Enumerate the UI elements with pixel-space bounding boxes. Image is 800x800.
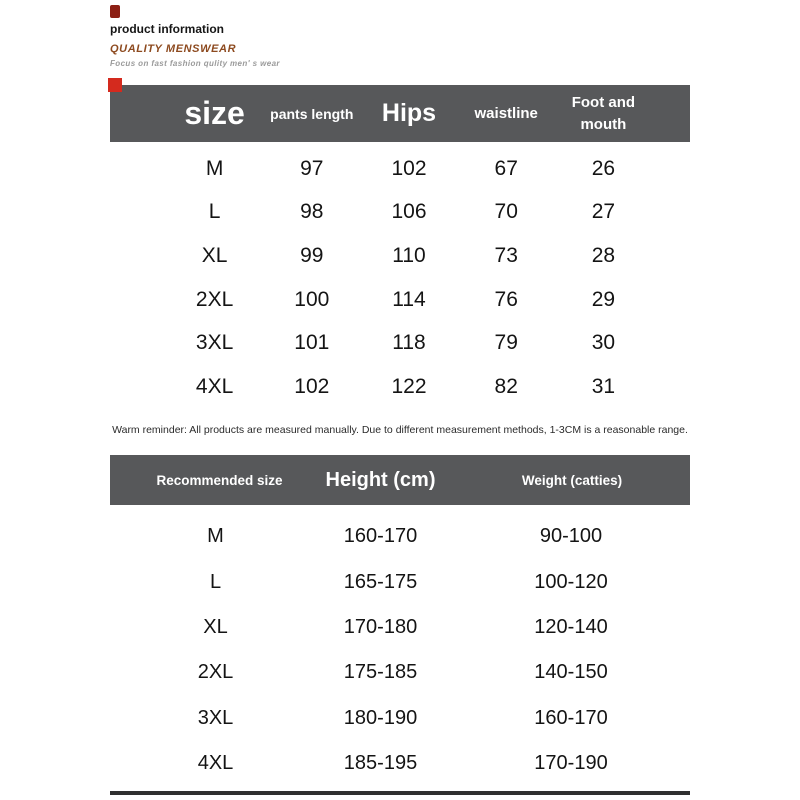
value-cell: 180-190	[343, 706, 418, 729]
table-row	[110, 605, 690, 650]
brand-name: QUALITY MENSWEAR	[110, 43, 237, 55]
value-cell: 31	[591, 374, 616, 398]
table-row	[110, 191, 690, 235]
value-cell: 170-190	[534, 752, 608, 775]
value-cell: 27	[591, 200, 616, 224]
size-measurement-table	[110, 85, 690, 409]
value-cell: 122	[391, 374, 427, 398]
value-cell: 170-180	[343, 615, 418, 638]
size-label-cell: 3XL	[197, 706, 234, 729]
value-cell: 114	[392, 287, 426, 311]
table-row	[110, 650, 690, 695]
bottom-divider	[110, 791, 690, 795]
value-cell: 110	[392, 243, 426, 267]
table-row	[110, 147, 690, 191]
recommended-size-column-header: Recommended size	[156, 472, 283, 488]
red-accent-icon	[108, 78, 122, 92]
size-label-cell: M	[205, 156, 224, 180]
value-cell: 67	[494, 156, 518, 180]
value-cell: 100	[294, 287, 330, 311]
value-cell: 185-195	[343, 752, 418, 775]
size-label-cell: 2XL	[195, 287, 234, 311]
table-row	[110, 365, 690, 409]
value-cell: 100-120	[534, 570, 608, 593]
value-cell: 98	[300, 200, 324, 224]
size-table-header	[110, 85, 690, 142]
size-label-cell: XL	[201, 243, 228, 267]
value-cell: 106	[391, 200, 427, 224]
fit-table-header	[110, 455, 690, 505]
value-cell: 76	[494, 287, 518, 311]
waistline-column-header: waistline	[474, 105, 538, 122]
value-cell: 26	[591, 156, 616, 180]
hips-column-header: Hips	[381, 99, 437, 127]
brand-tagline: Focus on fast fashion qulity men' s wear	[110, 59, 280, 68]
value-cell: 90-100	[539, 525, 603, 548]
value-cell: 28	[591, 243, 616, 267]
recommended-size-table	[110, 455, 690, 786]
size-label-cell: XL	[203, 615, 228, 638]
table-row	[110, 278, 690, 322]
value-cell: 30	[591, 331, 616, 355]
value-cell: 79	[494, 331, 518, 355]
table-row	[110, 234, 690, 278]
value-cell: 120-140	[534, 615, 608, 638]
page-title: product information	[110, 22, 224, 36]
value-cell: 102	[294, 374, 330, 398]
size-label-cell: M	[207, 525, 224, 548]
warm-reminder-text: Warm reminder: All products are measured manually. Due to different measurement methods, 1-3CM is a reasonable range.	[112, 424, 688, 436]
size-label-cell: 4XL	[195, 374, 234, 398]
value-cell: 118	[392, 331, 426, 355]
value-cell: 160-170	[343, 525, 418, 548]
height-column-header: Height (cm)	[325, 468, 436, 491]
value-cell: 165-175	[343, 570, 418, 593]
value-cell: 160-170	[534, 706, 608, 729]
page-header	[110, 5, 280, 68]
value-cell: 29	[591, 287, 616, 311]
value-cell: 101	[294, 331, 330, 355]
table-row	[110, 559, 690, 604]
table-row	[110, 696, 690, 741]
value-cell: 175-185	[343, 661, 418, 684]
foot-and-mouth-column-header: Foot and mouth	[571, 93, 636, 133]
pants-length-column-header: pants length	[270, 105, 354, 122]
value-cell: 102	[391, 156, 427, 180]
brand-mark-icon	[110, 5, 120, 18]
value-cell: 99	[300, 243, 324, 267]
value-cell: 97	[300, 156, 324, 180]
weight-column-header: Weight (catties)	[521, 472, 623, 488]
value-cell: 82	[494, 374, 518, 398]
size-label-cell: 3XL	[195, 331, 234, 355]
value-cell: 140-150	[534, 661, 608, 684]
size-label-cell: L	[208, 200, 221, 224]
size-label-cell: 2XL	[197, 661, 234, 684]
size-label-cell: L	[209, 570, 222, 593]
size-column-header: size	[184, 95, 245, 131]
size-table-body	[110, 142, 690, 409]
value-cell: 70	[494, 200, 518, 224]
fit-table-body	[110, 505, 690, 786]
table-row	[110, 741, 690, 786]
value-cell: 73	[494, 243, 518, 267]
size-label-cell: 4XL	[197, 752, 234, 775]
table-row	[110, 514, 690, 559]
table-row	[110, 321, 690, 365]
